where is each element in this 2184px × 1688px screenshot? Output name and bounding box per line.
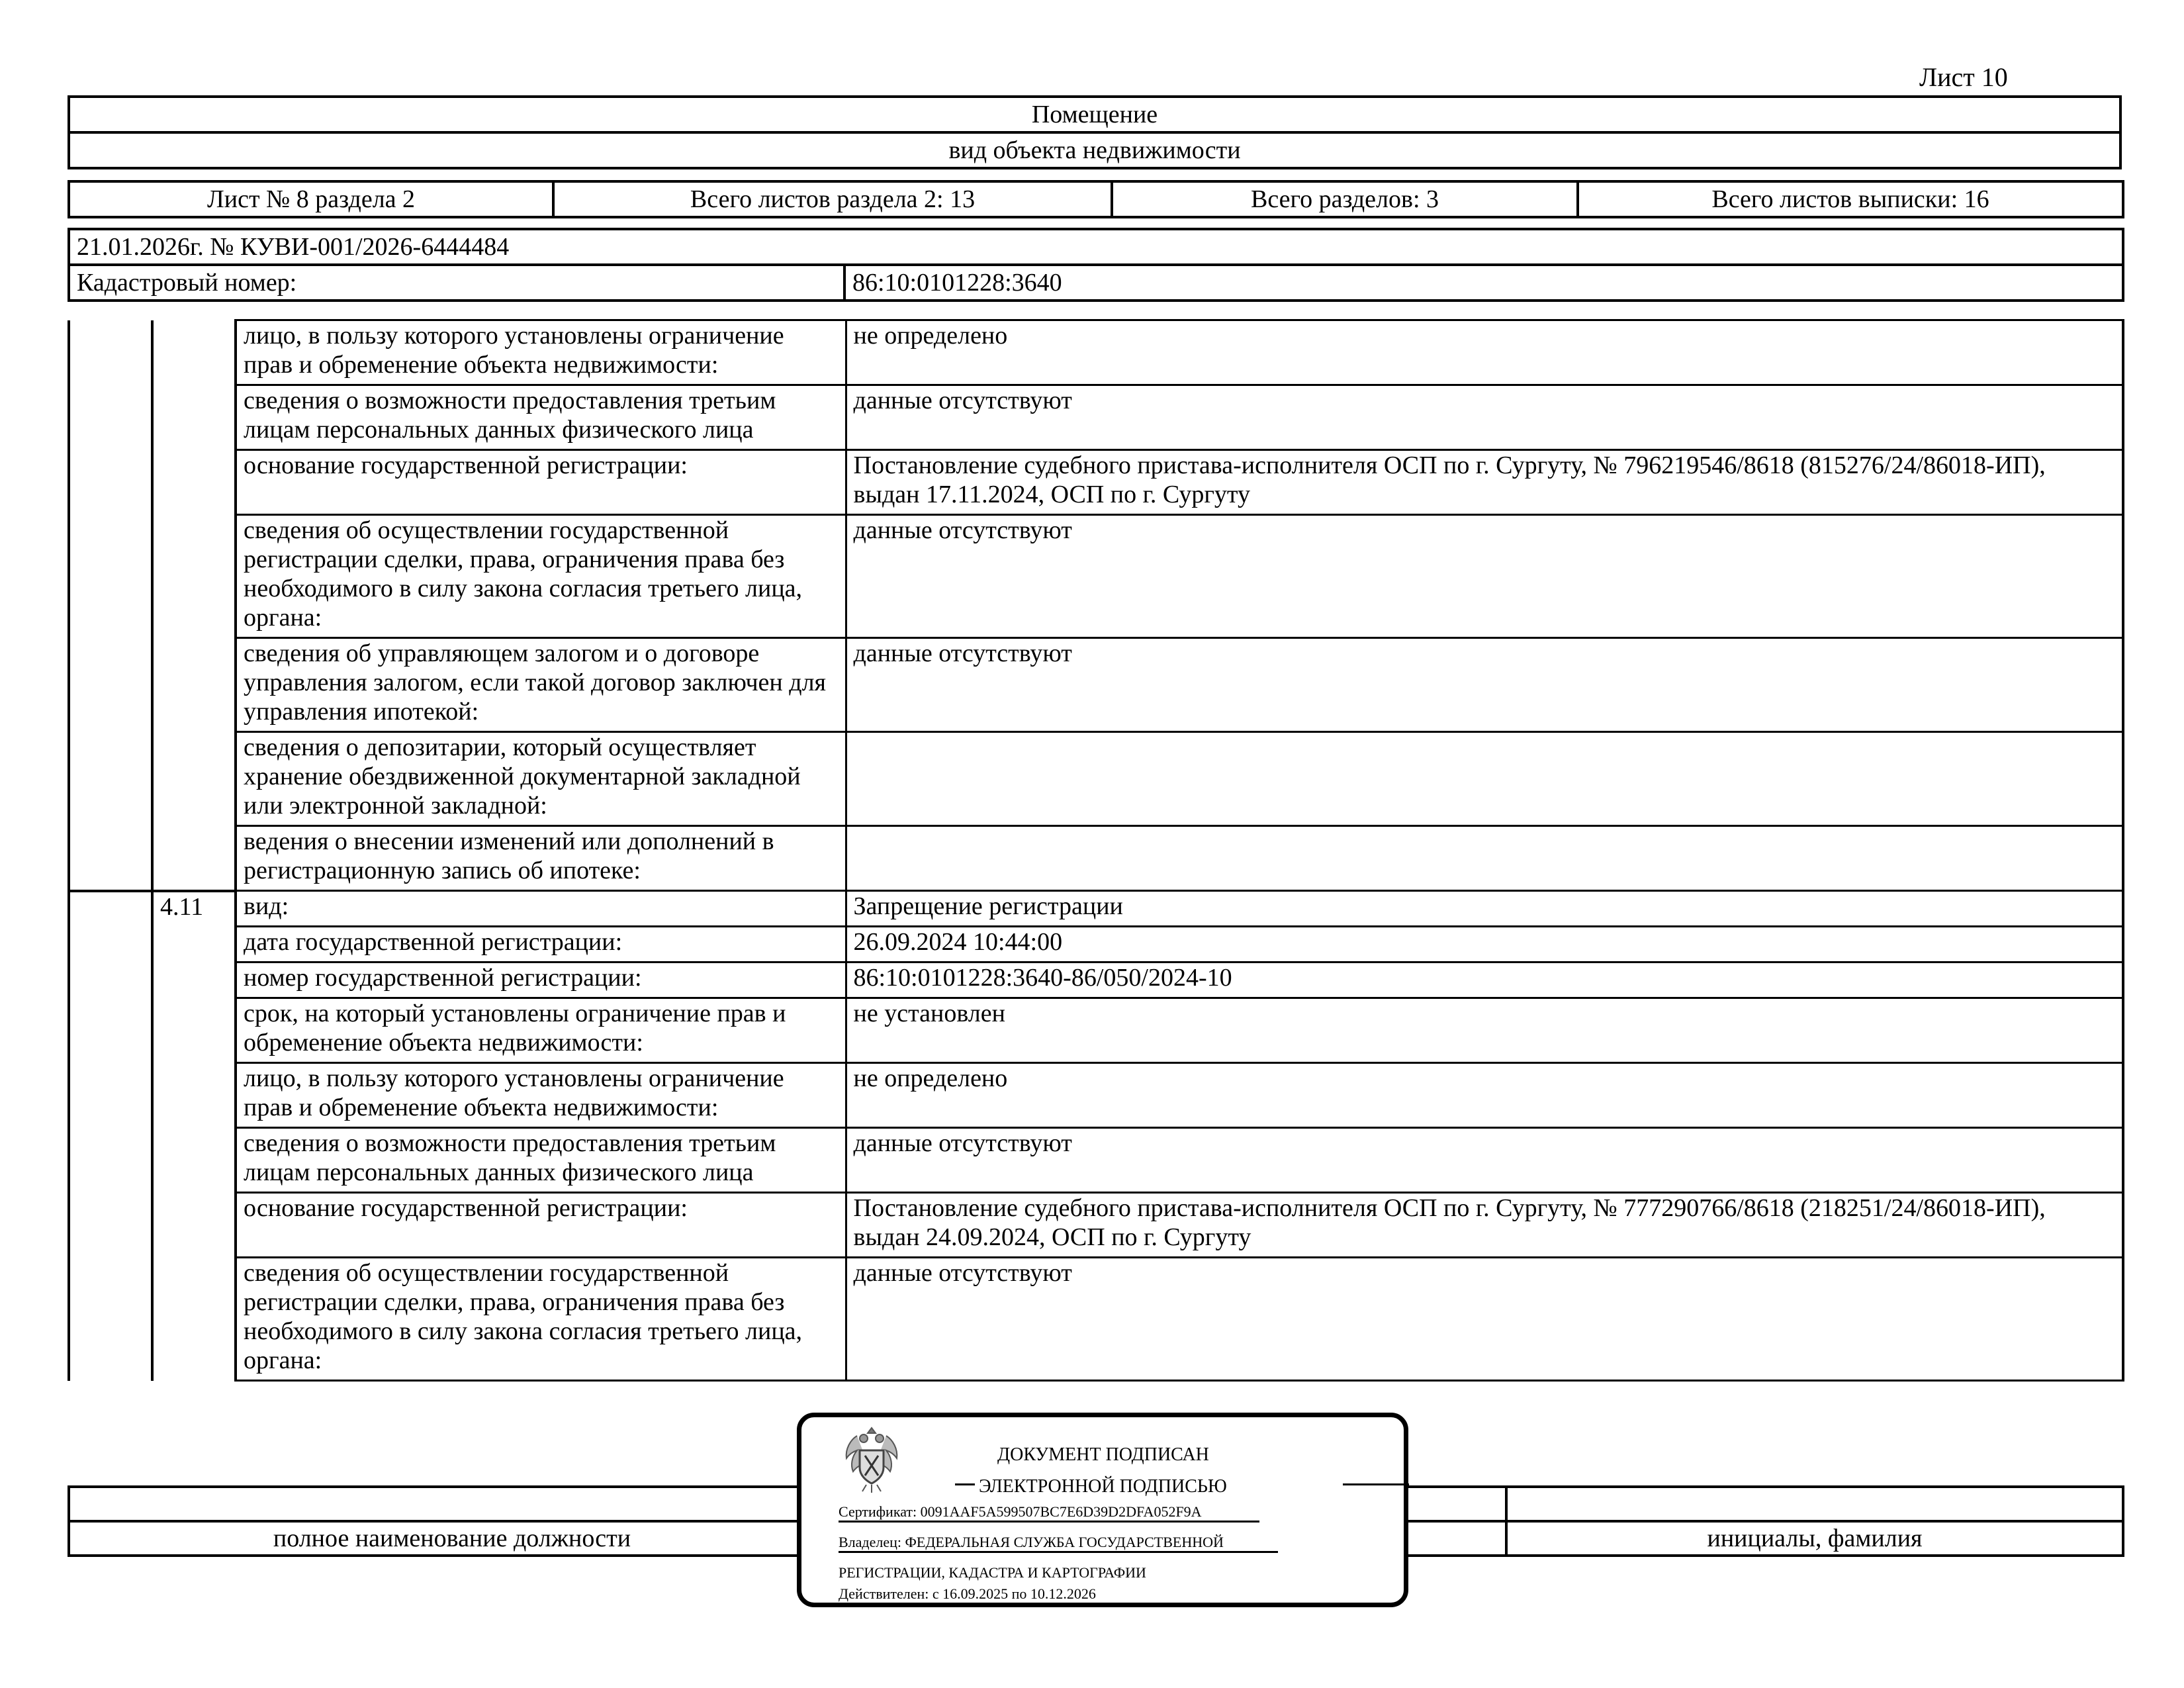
table-row bbox=[69, 1128, 2123, 1193]
total-sections: Всего разделов: 3 bbox=[1112, 181, 1578, 217]
cadastral-number: 86:10:0101228:3640 bbox=[844, 265, 2123, 301]
row-value: данные отсутствуют bbox=[846, 1258, 2123, 1381]
row-group-index bbox=[69, 320, 152, 891]
row-label: основание государственной регистрации: bbox=[236, 1193, 846, 1258]
object-type: Помещение bbox=[69, 97, 2120, 132]
row-value: 86:10:0101228:3640-86/050/2024-10 bbox=[846, 962, 2123, 998]
row-value: не установлен bbox=[846, 998, 2123, 1063]
table-row bbox=[69, 927, 2123, 962]
table-row bbox=[69, 1258, 2123, 1381]
table-row bbox=[69, 320, 2123, 385]
name-field bbox=[1506, 1487, 2123, 1521]
row-label: сведения о возможности предоставления третьим лицам персональных данных физического лица bbox=[236, 385, 846, 450]
stamp-title-line2: ЭЛЕКТРОННОЙ ПОДПИСЬЮ bbox=[979, 1476, 1227, 1497]
stamp-validity: Действителен: с 16.09.2025 по 10.12.2026 bbox=[839, 1585, 1096, 1602]
sheet-number: Лист 10 bbox=[1919, 62, 2008, 92]
row-label: сведения об осуществлении государственной регистрации сделки, права, ограничения права без необходимого в силу закона согласия третьего лица, органа: bbox=[236, 515, 846, 638]
row-value: не определено bbox=[846, 1063, 2123, 1128]
table-row bbox=[69, 1193, 2123, 1258]
row-value: данные отсутствуют bbox=[846, 515, 2123, 638]
row-label: дата государственной регистрации: bbox=[236, 927, 846, 962]
stamp-rule bbox=[839, 1551, 1278, 1553]
table-row bbox=[69, 891, 2123, 927]
row-value: Постановление судебного пристава-исполнителя ОСП по г. Сургуту, № 777290766/8618 (218251/24/86018-ИП), выдан 24.09.2024, ОСП по г. Сургуту bbox=[846, 1193, 2123, 1258]
name-caption: инициалы, фамилия bbox=[1506, 1521, 2123, 1556]
row-value: данные отсутствуют bbox=[846, 638, 2123, 732]
row-group-index bbox=[69, 891, 152, 1381]
table-row bbox=[69, 515, 2123, 638]
table-row bbox=[69, 385, 2123, 450]
stamp-owner-line1: Владелец: ФЕДЕРАЛЬНАЯ СЛУЖБА ГОСУДАРСТВЕННОЙ bbox=[839, 1534, 1224, 1550]
row-value: Постановление судебного пристава-исполнителя ОСП по г. Сургуту, № 796219546/8618 (815276/24/86018-ИП), выдан 17.11.2024, ОСП по г. Сургуту bbox=[846, 450, 2123, 515]
row-label: основание государственной регистрации: bbox=[236, 450, 846, 515]
stamp-certificate: Сертификат: 0091AAF5A599507BC7E6D39D2DFA052F9A bbox=[839, 1503, 1202, 1520]
document-identification bbox=[68, 228, 2124, 302]
table-row bbox=[69, 638, 2123, 732]
position-field bbox=[69, 1487, 835, 1521]
row-value: данные отсутствуют bbox=[846, 385, 2123, 450]
row-value bbox=[846, 732, 2123, 826]
object-type-header bbox=[68, 95, 2122, 169]
stamp-rule bbox=[839, 1521, 1259, 1523]
row-label: сведения об осуществлении государственной регистрации сделки, права, ограничения права без необходимого в силу закона согласия третьего лица, органа: bbox=[236, 1258, 846, 1381]
electronic-signature-stamp bbox=[797, 1413, 1408, 1607]
table-row bbox=[69, 450, 2123, 515]
row-subindex bbox=[152, 320, 236, 891]
stamp-rule bbox=[955, 1483, 975, 1485]
sheet-of-section: Лист № 8 раздела 2 bbox=[69, 181, 553, 217]
row-value bbox=[846, 826, 2123, 891]
coat-of-arms-icon bbox=[837, 1424, 906, 1494]
row-label: ведения о внесении изменений или дополнений в регистрационную запись об ипотеке: bbox=[236, 826, 846, 891]
row-value: Запрещение регистрации bbox=[846, 891, 2123, 927]
row-label: сведения о депозитарии, который осуществляет хранение обездвиженной документарной закладной или электронной закладной: bbox=[236, 732, 846, 826]
row-label: срок, на который установлены ограничение прав и обременение объекта недвижимости: bbox=[236, 998, 846, 1063]
total-sheets-extract: Всего листов выписки: 16 bbox=[1578, 181, 2123, 217]
table-row bbox=[69, 962, 2123, 998]
row-value: не определено bbox=[846, 320, 2123, 385]
table-row bbox=[69, 732, 2123, 826]
record-number: 4.11 bbox=[152, 891, 236, 1381]
stamp-rule bbox=[1343, 1483, 1409, 1485]
sheet-counters bbox=[68, 180, 2124, 218]
row-value: 26.09.2024 10:44:00 bbox=[846, 927, 2123, 962]
table-row bbox=[69, 826, 2123, 891]
row-label: сведения о возможности предоставления третьим лицам персональных данных физического лица bbox=[236, 1128, 846, 1193]
cadastral-label: Кадастровый номер: bbox=[69, 265, 844, 301]
table-row bbox=[69, 998, 2123, 1063]
object-type-caption: вид объекта недвижимости bbox=[69, 132, 2120, 168]
document-date-number: 21.01.2026г. № КУВИ-001/2026-6444484 bbox=[69, 229, 2123, 265]
row-label: номер государственной регистрации: bbox=[236, 962, 846, 998]
row-label: вид: bbox=[236, 891, 846, 927]
total-sheets-section: Всего листов раздела 2: 13 bbox=[553, 181, 1112, 217]
position-caption: полное наименование должности bbox=[69, 1521, 835, 1556]
row-label: лицо, в пользу которого установлены ограничение прав и обременение объекта недвижимости: bbox=[236, 1063, 846, 1128]
stamp-owner-line2: РЕГИСТРАЦИИ, КАДАСТРА И КАРТОГРАФИИ bbox=[839, 1564, 1146, 1581]
table-row bbox=[69, 1063, 2123, 1128]
encumbrance-table bbox=[68, 319, 2124, 1382]
row-value: данные отсутствуют bbox=[846, 1128, 2123, 1193]
row-label: лицо, в пользу которого установлены ограничение прав и обременение объекта недвижимости: bbox=[236, 320, 846, 385]
stamp-title-line1: ДОКУМЕНТ ПОДПИСАН bbox=[997, 1444, 1209, 1465]
row-label: сведения об управляющем залогом и о договоре управления залогом, если такой договор заключен для управления ипотекой: bbox=[236, 638, 846, 732]
